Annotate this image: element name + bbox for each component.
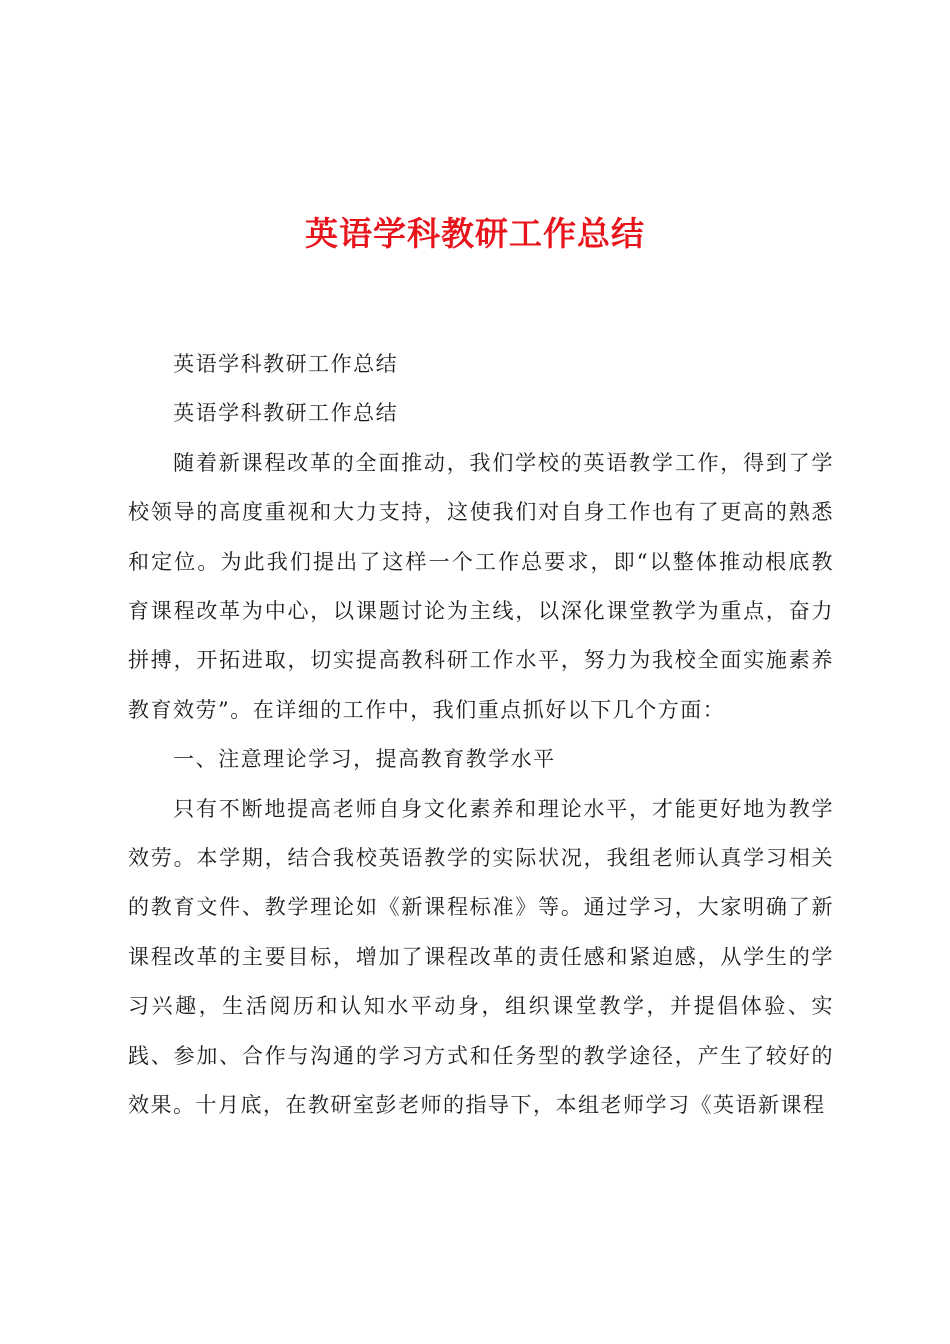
document-title: 英语学科教研工作总结 [305,214,645,253]
document-body [128,340,834,1131]
subtitle-line: 英语学科教研工作总结 [173,352,399,376]
body-paragraph: 随着新课程改革的全面推动，我们学校的英语教学工作，得到了学校领导的高度重视和大力支持，这使我们对自身工作也有了更高的熟悉和定位。为此我们提出了这样一个工作总要求，即“以整体推动根底教育课程改革为中心，以课题讨论为主线，以深化课堂教学为重点，奋力拼搏，开拓进取，切实提高教科研工作水平，努力为我校全面实施素养教育效劳”。在详细的工作中，我们重点抓好以下几个方面： [128,450,834,722]
section-heading: 一、注意理论学习，提高教育教学水平 [173,747,556,772]
subtitle-line: 英语学科教研工作总结 [173,401,399,426]
body-paragraph: 只有不断地提高老师自身文化素养和理论水平，才能更好地为教学效劳。本学期，结合我校英语教学的实际状况，我组老师认真学习相关的教育文件、教学理论如《新课程标准》等。通过学习，大家明确了新课程改革的主要目标，增加了课程改革的责任感和紧迫感，从学生的学习兴趣，生活阅历和认知水平动身，组织课堂教学，并提倡体验、实践、参加、合作与沟通的学习方式和任务型的教学途径，产生了较好的效果。十月底，在教研室彭老师的指导下，本组老师学习《英语新课程 [128,796,834,1118]
